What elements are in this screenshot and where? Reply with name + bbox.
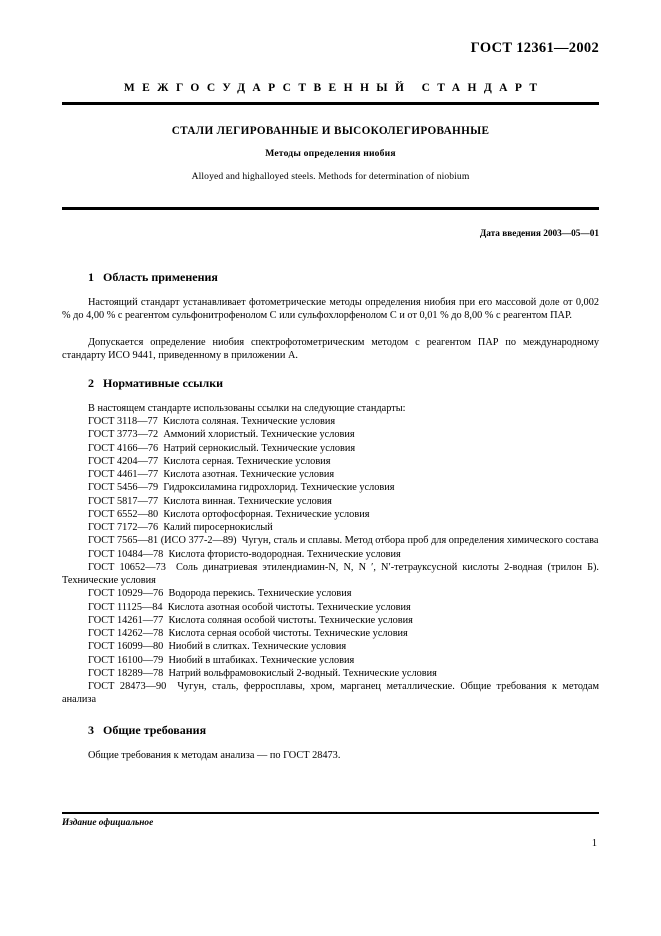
reference-code: ГОСТ 14262—78: [88, 628, 164, 639]
reference-code: ГОСТ 10652—73: [88, 561, 166, 573]
reference-code: ГОСТ 18289—78: [88, 667, 164, 679]
reference-description: Кислота серная особой чистоты. Технические условия: [163, 628, 408, 639]
normative-reference-item: [62, 428, 599, 441]
reference-code: ГОСТ 10929—76: [88, 588, 164, 600]
normative-reference-item: [62, 561, 599, 588]
reference-description: Кислота ортофосфорная. Технические условия: [158, 508, 370, 520]
normative-reference-item: [62, 442, 599, 455]
reference-code: ГОСТ 11125—84: [88, 601, 163, 613]
official-edition-note: Издание официальное: [62, 818, 154, 828]
reference-description: Кислота винная. Технические условия: [158, 495, 332, 507]
reference-code: ГОСТ 10484—78: [88, 548, 164, 560]
section-1-paragraph-1: Настоящий стандарт устанавливает фотометрические методы определения ниобия при его массовой доле от 0,002 % до 4,00 % с реагентом сульфонитрофенолом С или сульфохлорфенолом С и от 0,01 % до 8,00 % с реагентом ПАР.: [62, 297, 599, 322]
reference-description: Кислота фтористо-водородная. Технические условия: [163, 548, 401, 560]
reference-description: Ниобий в слитках. Технические условия: [163, 641, 347, 653]
reference-description: Чугун, сталь, ферросплавы, хром, марганец металлические. Общие требования к методам анализа: [62, 681, 599, 706]
normative-reference-item: [62, 534, 599, 547]
reference-code: ГОСТ 7172—76: [88, 522, 159, 533]
section-1-number: 1: [88, 270, 94, 284]
reference-code: ГОСТ 16100—79: [88, 654, 164, 666]
document-title-english: Alloyed and highalloyed steels. Methods for determination of niobium: [191, 171, 470, 182]
reference-code: ГОСТ 4461—77: [88, 469, 159, 480]
reference-code: ГОСТ 4166—76: [88, 442, 159, 454]
reference-description: Кислота соляная. Технические условия: [157, 416, 336, 427]
reference-code: ГОСТ 3773—72: [88, 429, 159, 441]
reference-description: Кислота серная. Технические условия: [158, 455, 331, 467]
document-title-main: СТАЛИ ЛЕГИРОВАННЫЕ И ВЫСОКОЛЕГИРОВАННЫЕ: [171, 125, 490, 137]
page-number: 1: [591, 838, 597, 849]
reference-code: ГОСТ 14261—77: [88, 614, 164, 626]
normative-reference-item: [62, 627, 599, 640]
reference-description: Кислота азотная особой чистоты. Технические условия: [162, 601, 411, 613]
section-heading-3: [88, 723, 206, 738]
normative-reference-item: [62, 640, 599, 653]
normative-reference-item: [62, 548, 599, 561]
section-2-number: 2: [88, 376, 94, 390]
normative-reference-item: [62, 521, 599, 534]
reference-code: ГОСТ 28473—90: [88, 681, 167, 692]
normative-reference-list: [62, 415, 599, 707]
reference-description: Водорода перекись. Технические условия: [163, 588, 352, 600]
section-1-title: Область применения: [103, 270, 218, 284]
reference-description: Гидроксиламина гидрохлорид. Технические условия: [158, 482, 395, 494]
normative-reference-item: [62, 481, 599, 494]
normative-reference-item: [62, 680, 599, 707]
normative-reference-item: [62, 667, 599, 680]
normative-reference-item: [62, 508, 599, 521]
section-3-number: 3: [88, 723, 94, 737]
section-heading-2: [88, 376, 223, 391]
header-divider-top: [62, 102, 599, 105]
section-3-title: Общие требования: [103, 723, 207, 737]
reference-code: ГОСТ 7565—81 (ИСО 377-2—89): [88, 535, 237, 547]
section-2-title: Нормативные ссылки: [103, 376, 224, 390]
normative-reference-item: [62, 468, 599, 481]
normative-reference-item: [62, 587, 599, 600]
reference-description: Натрий сернокислый. Технические условия: [158, 442, 356, 454]
reference-code: ГОСТ 3118—77: [88, 416, 158, 427]
normative-reference-item: [62, 654, 599, 667]
reference-description: Кислота азотная. Технические условия: [158, 469, 335, 480]
header-divider-bottom: [62, 207, 599, 210]
reference-description: Чугун, сталь и сплавы. Метод отбора проб для определения химического состава: [236, 535, 599, 547]
normative-reference-item: [62, 614, 599, 627]
reference-description: Аммоний хлористый. Технические условия: [158, 429, 355, 441]
reference-code: ГОСТ 5817—77: [88, 495, 159, 507]
effective-date: Дата введения 2003—05—01: [479, 229, 599, 239]
normative-reference-item: [62, 601, 599, 614]
section-1-paragraph-2: Допускается определение ниобия спектрофотометрическим методом с реагентом ПАР по международному стандарту ИСО 9441, приведенному в приложении А.: [62, 337, 599, 362]
normative-reference-item: [62, 415, 599, 428]
interstate-standard-banner: МЕЖГОСУДАРСТВЕННЫЙ СТАНДАРТ: [123, 82, 545, 94]
reference-code: ГОСТ 4204—77: [88, 455, 159, 467]
gost-standard-number: ГОСТ 12361—2002: [470, 40, 599, 56]
reference-description: Ниобий в штабиках. Технические условия: [163, 654, 355, 666]
reference-description: Соль динатриевая этилендиамин-N, N, N ′, N′-тетрауксусной кислоты 2-водная (трилон Б). Технические условия: [62, 561, 600, 586]
footer-divider: [62, 812, 599, 814]
section-3-paragraph-1: Общие требования к методам анализа — по ГОСТ 28473.: [88, 750, 341, 761]
reference-code: ГОСТ 16099—80: [88, 641, 164, 653]
reference-description: Натрий вольфрамовокислый 2-водный. Технические условия: [163, 667, 437, 679]
normative-reference-item: [62, 455, 599, 468]
normative-reference-item: [62, 495, 599, 508]
reference-description: Калий пиросернокислый: [158, 522, 273, 533]
reference-code: ГОСТ 6552—80: [88, 508, 159, 520]
reference-code: ГОСТ 5456—79: [88, 482, 159, 494]
section-heading-1: [88, 270, 218, 285]
document-title-subtitle: Методы определения ниобия: [265, 148, 396, 159]
section-2-intro: В настоящем стандарте использованы ссылки на следующие стандарты:: [88, 403, 406, 414]
reference-description: Кислота соляная особой чистоты. Технические условия: [163, 614, 413, 626]
